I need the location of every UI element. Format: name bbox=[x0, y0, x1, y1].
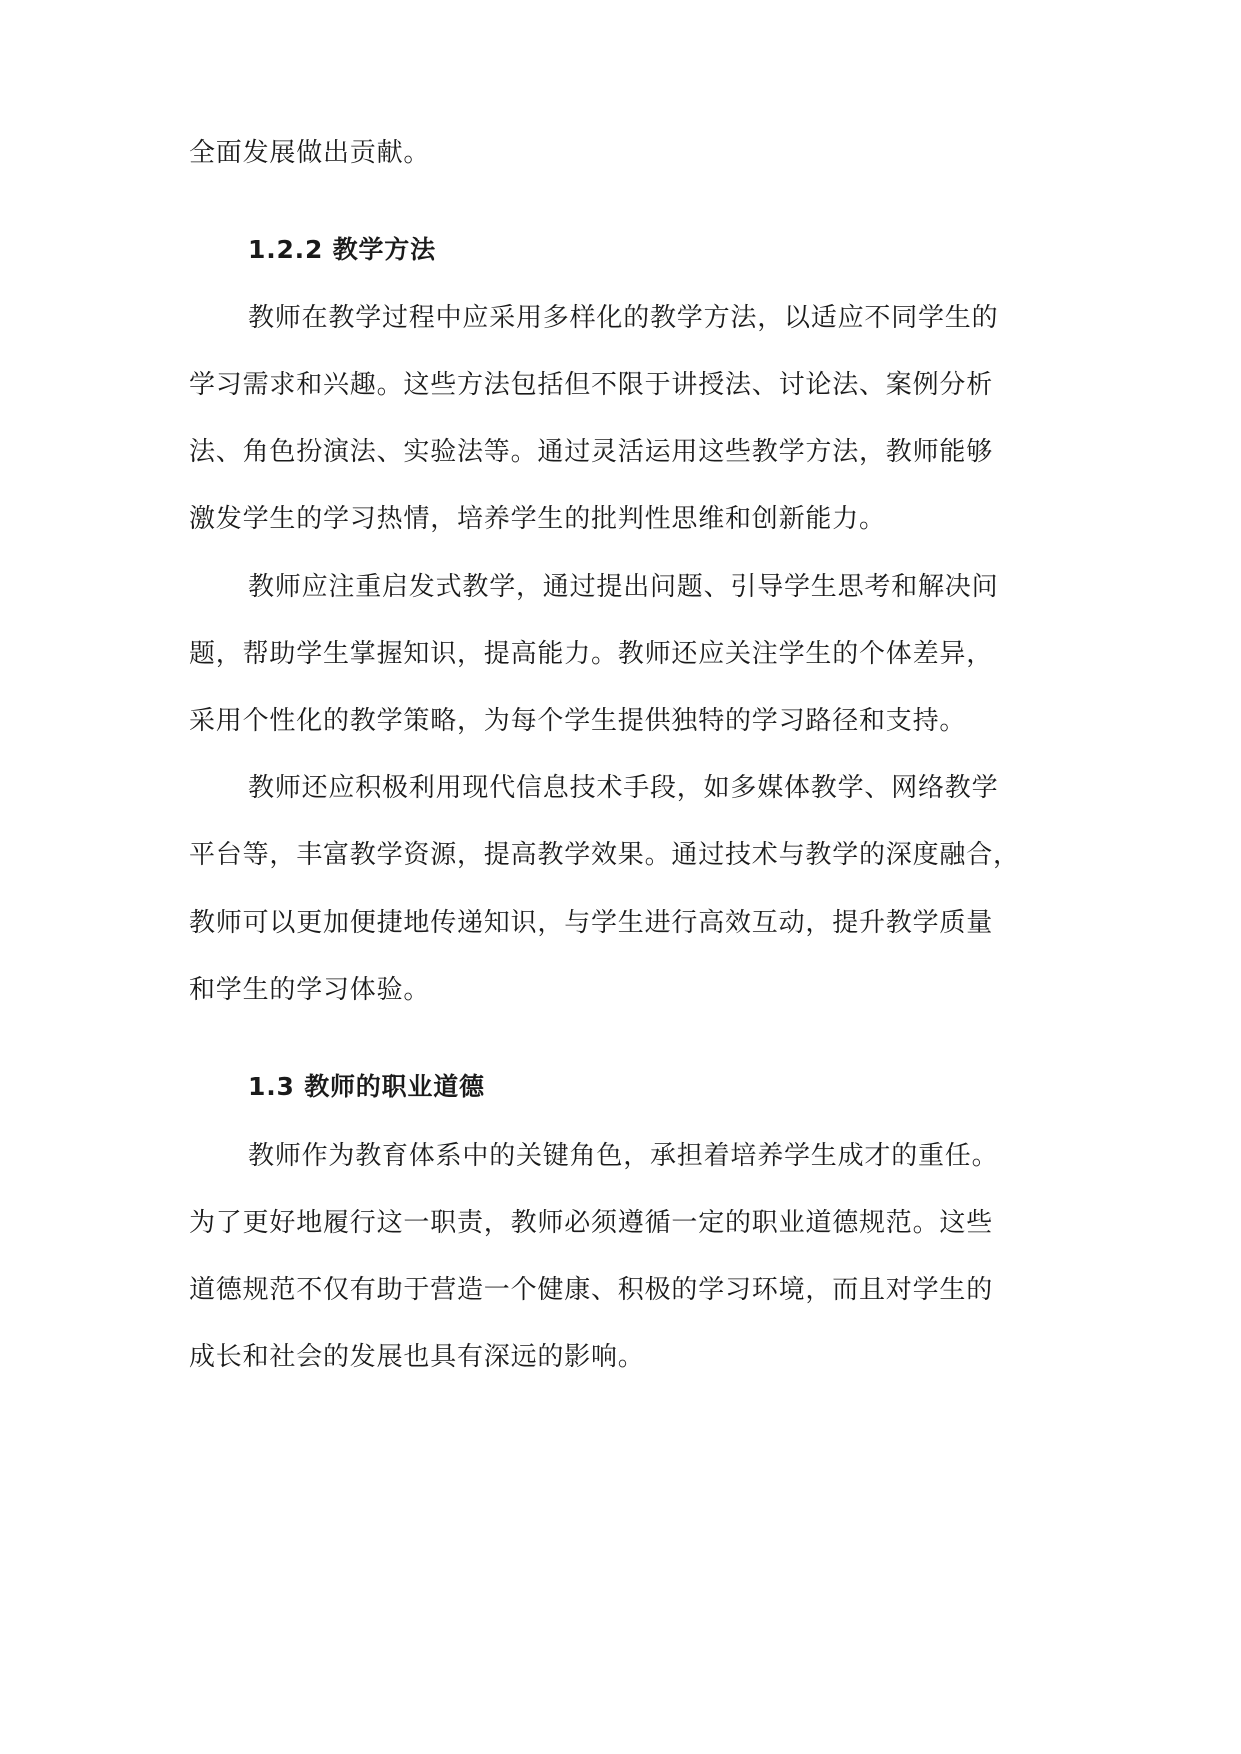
paragraph-line: 采用个性化的教学策略，为每个学生提供独特的学习路径和支持。 bbox=[189, 706, 967, 736]
section-heading-1-2-2: 1.2.2 教学方法 bbox=[248, 235, 436, 264]
paragraph-line: 平台等，丰富教学资源，提高教学效果。通过技术与教学的深度融合， bbox=[189, 840, 1020, 870]
paragraph-line: 法、角色扮演法、实验法等。通过灵活运用这些教学方法，教师能够 bbox=[189, 437, 994, 467]
paragraph-line: 和学生的学习体验。 bbox=[189, 975, 431, 1005]
paragraph-line: 教师应注重启发式教学，通过提出问题、引导学生思考和解决问 bbox=[248, 572, 999, 602]
paragraph-line: 道德规范不仅有助于营造一个健康、积极的学习环境，而且对学生的 bbox=[189, 1275, 994, 1305]
section-heading-1-3: 1.3 教师的职业道德 bbox=[248, 1072, 485, 1101]
paragraph-line: 激发学生的学习热情，培养学生的批判性思维和创新能力。 bbox=[189, 504, 886, 534]
paragraph-line: 教师可以更加便捷地传递知识，与学生进行高效互动，提升教学质量 bbox=[189, 908, 994, 938]
paragraph-line: 题，帮助学生掌握知识，提高能力。教师还应关注学生的个体差异， bbox=[189, 639, 994, 669]
paragraph-line: 为了更好地履行这一职责，教师必须遵循一定的职业道德规范。这些 bbox=[189, 1208, 994, 1238]
paragraph-line: 成长和社会的发展也具有深远的影响。 bbox=[189, 1342, 645, 1372]
paragraph-line: 教师还应积极利用现代信息技术手段，如多媒体教学、网络教学 bbox=[248, 773, 999, 803]
paragraph-line: 学习需求和兴趣。这些方法包括但不限于讲授法、讨论法、案例分析 bbox=[189, 370, 994, 400]
paragraph-line: 教师在教学过程中应采用多样化的教学方法，以适应不同学生的 bbox=[248, 303, 999, 333]
paragraph-line: 教师作为教育体系中的关键角色，承担着培养学生成才的重任。 bbox=[248, 1141, 999, 1171]
paragraph-line: 全面发展做出贡献。 bbox=[189, 138, 431, 168]
